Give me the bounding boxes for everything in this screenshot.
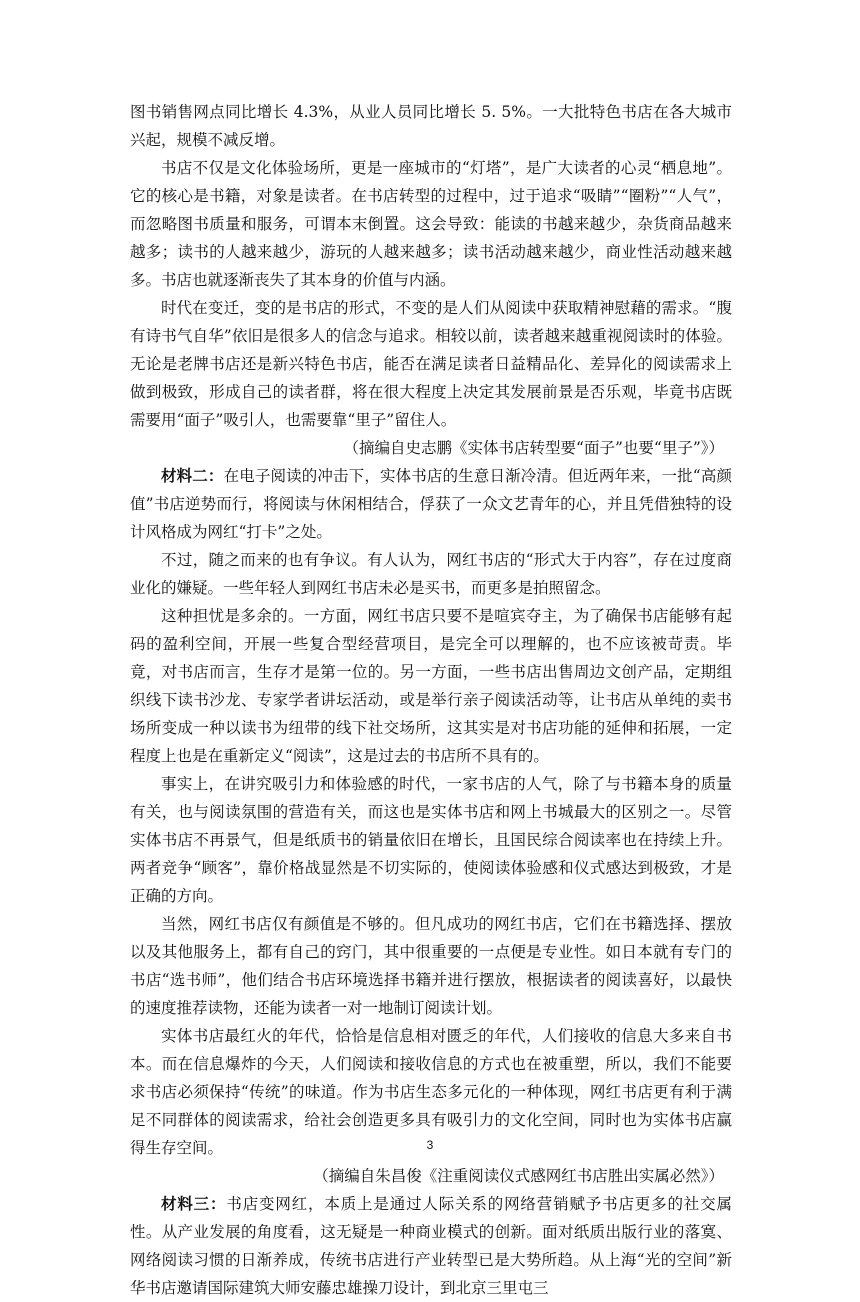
source-citation: （摘编自朱昌俊《注重阅读仪式感网红书店胜出实属必然》）: [313, 1167, 724, 1185]
article-body: [130, 98, 732, 1302]
page-number: 3: [426, 1138, 434, 1152]
paragraph: 图书销售网点同比增长 4.3%，从业人员同比增长 5. 5%。一大批特色书店在各大城市兴起，规模不减反增。: [130, 103, 732, 149]
paragraph-material-2: [130, 462, 732, 546]
material-label: 材料二：: [161, 466, 224, 485]
paragraph: 不过，随之而来的也有争议。有人认为，网红书店的“形式大于内容”，存在过度商业化的嫌疑。一些年轻人到网红书店未必是买书，而更多是拍照留念。: [130, 551, 732, 597]
paragraph: 这种担忧是多余的。一方面，网红书店只要不是喧宾夺主，为了确保书店能够有起码的盈利空间，开展一些复合型经营项目，是完全可以理解的，也不应该被苛责。毕竟，对书店而言，生存才是第一位的。另一方面，一些书店出售周边文创产品，定期组织线下读书沙龙、专家学者讲坛活动，或是举行亲子阅读活动等，让书店从单纯的卖书场所变成一种以读书为纽带的线下社交场所，这其实是对书店功能的延伸和拓展，一定程度上也是在重新定义“阅读”，这是过去的书店所不具有的。: [130, 607, 732, 765]
paragraph: 事实上，在讲究吸引力和体验感的时代，一家书店的人气，除了与书籍本身的质量有关，也与阅读氛围的营造有关，而这也是实体书店和网上书城最大的区别之一。尽管实体书店不再景气，但是纸质书的销量依旧在增长，且国民综合阅读率也在持续上升。两者竞争“顾客”，靠价格战显然是不切实际的，使阅读体验感和仪式感达到极致，才是正确的方向。: [130, 775, 732, 905]
paragraph: 实体书店最红火的年代，恰恰是信息相对匮乏的年代，人们接收的信息大多来自书本。而在信息爆炸的今天，人们阅读和接收信息的方式也在被重塑，所以，我们不能要求书店必须保持“传统”的味道。作为书店生态多元化的一种体现，网红书店更有利于满足不同群体的阅读需求，给社会创造更多具有吸引力的文化空间，同时也为实体书店赢得生存空间。: [130, 1027, 732, 1157]
paragraph: 书店不仅是文化体验场所，更是一座城市的“灯塔”，是广大读者的心灵“栖息地”。它的核心是书籍，对象是读者。在书店转型的过程中，过于追求“吸睛”“圈粉”“人气”，而忽略图书质量和服务，可谓本末倒置。这会导致：能读的书越来越少，杂货商品越来越多；读书的人越来越少，游玩的人越来越多；读书活动越来越少，商业性活动越来越多。书店也就逐渐丧失了其本身的价值与内涵。: [130, 159, 732, 289]
paragraph-material-3: [130, 1190, 732, 1302]
paragraph-text: 书店变网红，本质上是通过人际关系的网络营销赋予书店更多的社交属性。从产业发展的角度看，这无疑是一种商业模式的创新。面对纸质出版行业的落寞、网络阅读习惯的日渐养成，传统书店进行产业转型已是大势所趋。从上海“光的空间”新华书店邀请国际建筑大师安藤忠雄操刀设计，到北京三里屯三: [130, 1195, 732, 1297]
paragraph: 当然，网红书店仅有颜值是不够的。但凡成功的网红书店，它们在书籍选择、摆放以及其他服务上，都有自己的窍门，其中很重要的一点便是专业性。如日本就有专门的书店“选书师”，他们结合书店环境选择书籍并进行摆放，根据读者的阅读喜好，以最快的速度推荐读物，还能为读者一对一地制订阅读计划。: [130, 915, 732, 1017]
material-label: 材料三：: [161, 1194, 227, 1213]
paragraph: 时代在变迁，变的是书店的形式，不变的是人们从阅读中获取精神慰藉的需求。“腹有诗书气自华”依旧是很多人的信念与追求。相较以前，读者越来越重视阅读时的体验。无论是老牌书店还是新兴特色书店，能否在满足读者日益精品化、差异化的阅读需求上做到极致，形成自己的读者群，将在很大程度上决定其发展前景是否乐观，毕竟书店既需要用“面子”吸引人，也需要靠“里子”留住人。: [130, 299, 732, 429]
paragraph-text: 在电子阅读的冲击下，实体书店的生意日渐冷清。但近两年来，一批“高颜值”书店逆势而行，将阅读与休闲相结合，俘获了一众文艺青年的心，并且凭借独特的设计风格成为网红“打卡”之处。: [130, 467, 732, 541]
source-citation: （摘编自史志鹏《实体书店转型要“面子”也要“里子”》）: [343, 439, 724, 457]
